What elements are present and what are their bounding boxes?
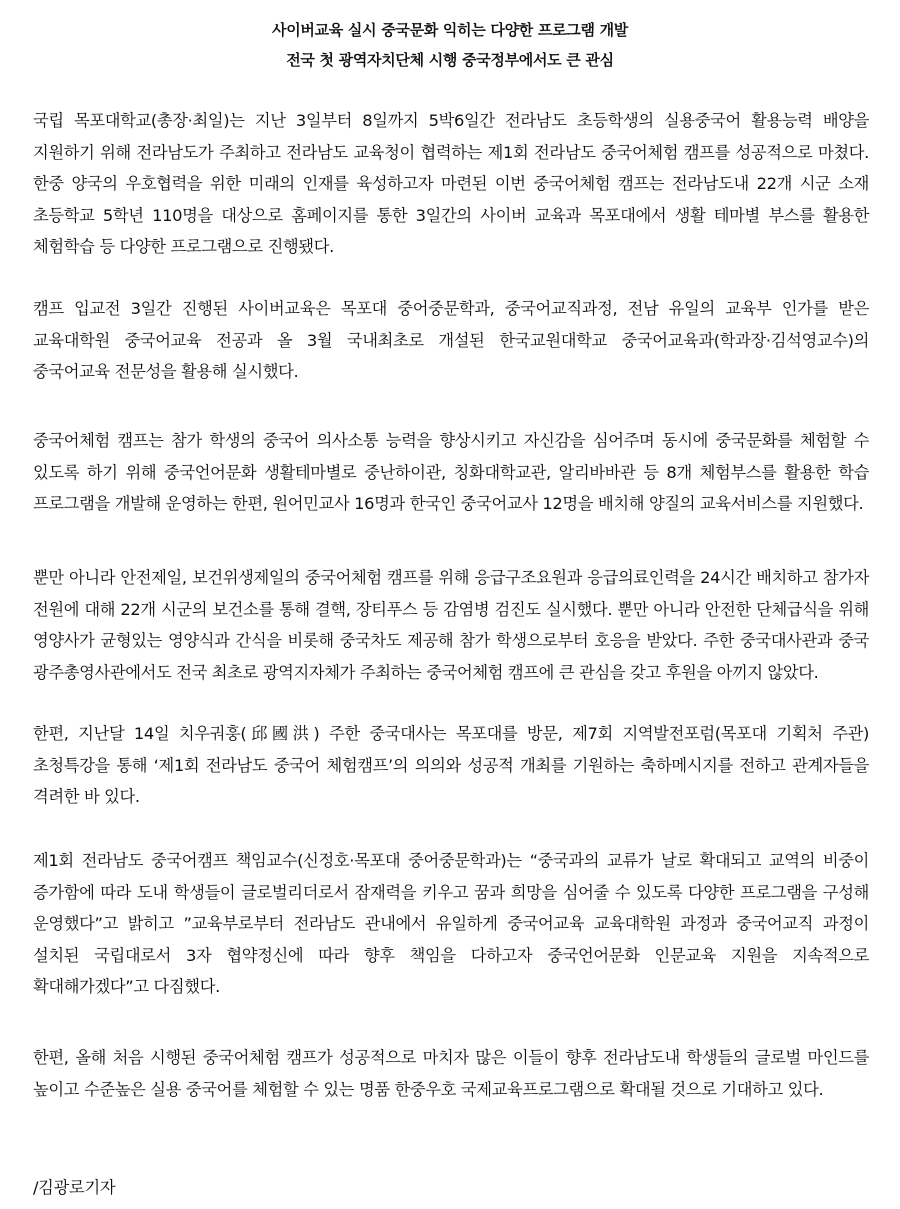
paragraph-5: 한편, 지난달 14일 치우궈훙(邱國洪) 주한 중국대사는 목포대를 방문, 제7회 지역발전포럼(목포대 기획처 주관) 초청특강을 통해 ‘제1회 전라남도 중국어 체험캠프’의 의의와 성공적 개최를 기원하는 축하메시지를 전하고 관계자들을 격려한 바 있다.: [33, 724, 869, 806]
paragraph-6: 제1회 전라남도 중국어캠프 책임교수(신정호·목포대 중어중문학과)는 “중국과의 교류가 날로 확대되고 교역의 비중이 증가함에 따라 도내 학생들이 글로벌리더로서 잠재력을 키우고 꿈과 희망을 심어줄 수 있도록 다양한 프로그램을 구성해 운영했다”고 밝히고 ”교육부로부터 전라남도 관내에서 유일하게 중국어교육 교육대학원 과정과 중국어교직 과정이 설치된 국립대로서 3자 협약정신에 따라 향후 책임을 다하고자 중국언어문화 인문교육 지원을 지속적으로 확대해가겠다”고 다짐했다.: [33, 851, 869, 996]
paragraph-1: 국립 목포대학교(총장·최일)는 지난 3일부터 8일까지 5박6일간 전라남도 초등학생의 실용중국어 활용능력 배양을 지원하기 위해 전라남도가 주최하고 전라남도 교육청이 협력하는 제1회 전라남도 중국어체험 캠프를 성공적으로 마쳤다. 한중 양국의 우호협력을 위한 미래의 인재를 육성하고자 마련된 이번 중국어체험 캠프는 전라남도내 22개 시군 소재 초등학교 5학년 110명을 대상으로 홈페이지를 통한 3일간의 사이버 교육과 목포대에서 생활 테마별 부스를 활용한 체험학습 등 다양한 프로그램으로 진행됐다.: [33, 111, 869, 256]
subheadline: 전국 첫 광역자치단체 시행 중국정부에서도 큰 관심: [286, 51, 614, 69]
paragraph-7: 한편, 올해 처음 시행된 중국어체험 캠프가 성공적으로 마치자 많은 이들이 향후 전라남도내 학생들의 글로벌 마인드를 높이고 수준높은 실용 중국어를 체험할 수 있는 명품 한중우호 국제교육프로그램으로 확대될 것으로 기대하고 있다.: [33, 1048, 869, 1099]
paragraph-2: 캠프 입교전 3일간 진행된 사이버교육은 목포대 중어중문학과, 중국어교직과정, 전남 유일의 교육부 인가를 받은 교육대학원 중국어교육 전공과 올 3월 국내최초로 개설된 한국교원대학교 중국어교육과(학과장·김석영교수)의 중국어교육 전문성을 활용해 실시했다.: [33, 299, 869, 381]
paragraph-3: 중국어체험 캠프는 참가 학생의 중국어 의사소통 능력을 향상시키고 자신감을 심어주며 동시에 중국문화를 체험할 수 있도록 하기 위해 중국언어문화 생활테마별로 중난하이관, 칭화대학교관, 알리바바관 등 8개 체험부스를 활용한 학습 프로그램을 개발해 운영하는 한편, 원어민교사 16명과 한국인 중국어교사 12명을 배치해 양질의 교육서비스를 지원했다.: [33, 431, 869, 513]
headline: 사이버교육 실시 중국문화 익히는 다양한 프로그램 개발: [272, 21, 628, 39]
paragraph-4: 뿐만 아니라 안전제일, 보건위생제일의 중국어체험 캠프를 위해 응급구조요원과 응급의료인력을 24시간 배치하고 참가자 전원에 대해 22개 시군의 보건소를 통해 결핵, 장티푸스 등 감염병 검진도 실시했다. 뿐만 아니라 안전한 단체급식을 위해 영양사가 균형있는 영양식과 간식을 비롯해 중국차도 제공해 참가 학생으로부터 호응을 받았다. 주한 중국대사관과 중국 광주총영사관에서도 전국 최초로 광역지자체가 주최하는 중국어체험 캠프에 큰 관심을 갖고 후원을 아끼지 않았다.: [33, 568, 869, 682]
byline: /김광로기자: [33, 1178, 116, 1197]
